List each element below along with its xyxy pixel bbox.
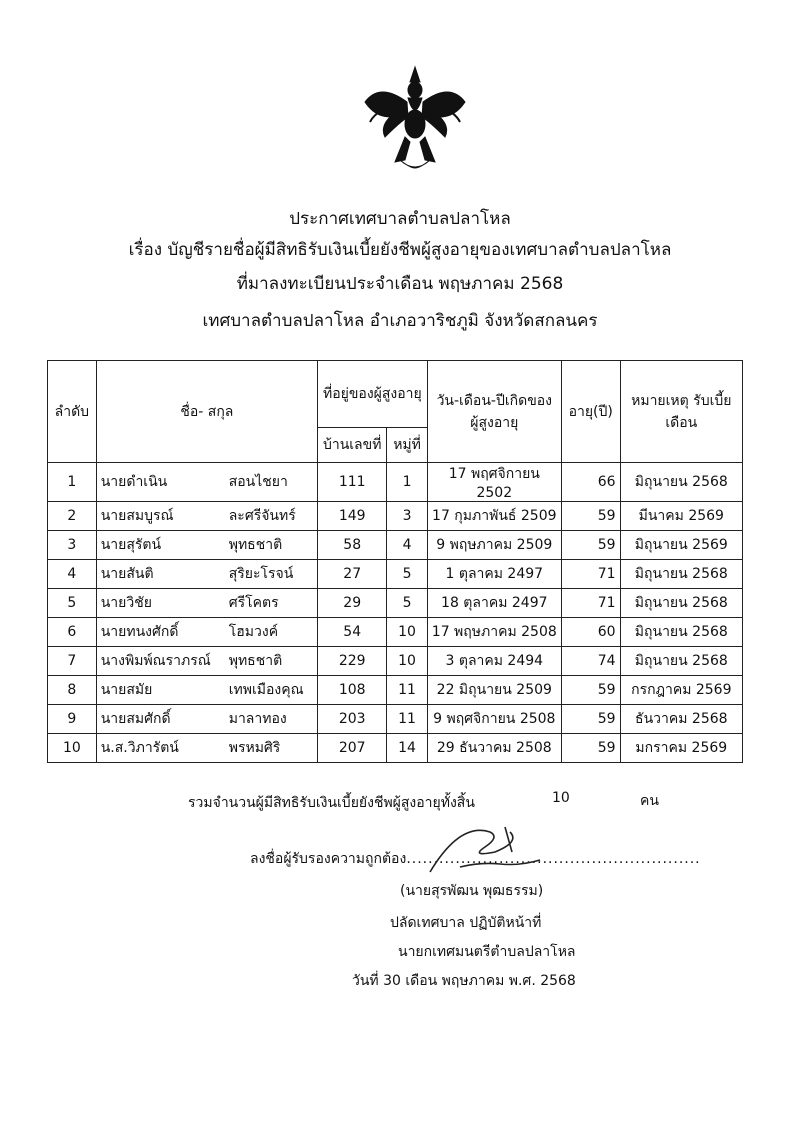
- row-remark: มิถุนายน 2568: [620, 463, 742, 502]
- last-name: พุทธชาติ: [228, 653, 283, 669]
- row-name: [96, 705, 317, 734]
- first-name: นายสมบูรณ์: [100, 508, 174, 524]
- row-house-no: 111: [318, 463, 387, 502]
- last-name: มาลาทอง: [228, 711, 287, 727]
- row-house-no: 29: [318, 589, 387, 618]
- row-remark: ธันวาคม 2568: [620, 705, 742, 734]
- row-dob: 18 ตุลาคม 2497: [427, 589, 561, 618]
- row-name: [96, 560, 317, 589]
- first-name: นายสมศักดิ์: [100, 711, 171, 727]
- table-row: [48, 618, 743, 647]
- garuda-emblem: [360, 62, 470, 182]
- table-row: [48, 502, 743, 531]
- header-name: ชื่อ- สกุล: [96, 361, 317, 463]
- first-name: นายสมัย: [100, 682, 153, 698]
- row-name: [96, 531, 317, 560]
- summary-unit: คน: [640, 793, 659, 809]
- row-moo: 10: [387, 647, 427, 676]
- row-dob: 29 ธันวาคม 2508: [427, 734, 561, 763]
- row-dob: 17 กุมภาพันธ์ 2509: [427, 502, 561, 531]
- row-moo: 3: [387, 502, 427, 531]
- row-no: 1: [48, 463, 97, 502]
- row-house-no: 203: [318, 705, 387, 734]
- header-address: ที่อยู่ของผู้สูงอายุ: [318, 361, 428, 428]
- row-dob: 22 มิถุนายน 2509: [427, 676, 561, 705]
- announcement-subject: เรื่อง บัญชีรายชื่อผู้มีสิทธิรับเงินเบี้ยยังชีพผู้สูงอายุของเทศบาลตำบลปลาโหล: [128, 240, 672, 260]
- row-house-no: 207: [318, 734, 387, 763]
- row-name: [96, 647, 317, 676]
- row-no: 10: [48, 734, 97, 763]
- row-name: [96, 589, 317, 618]
- row-age: 74: [561, 647, 620, 676]
- row-moo: 5: [387, 589, 427, 618]
- table-row: [48, 647, 743, 676]
- table-row: [48, 560, 743, 589]
- row-no: 6: [48, 618, 97, 647]
- first-name: นางพิมพ์ณราภรณ์: [100, 653, 211, 669]
- last-name: เทพเมืองคุณ: [228, 682, 304, 698]
- row-moo: 11: [387, 705, 427, 734]
- row-house-no: 54: [318, 618, 387, 647]
- last-name: ละศรีจันทร์: [228, 508, 296, 524]
- last-name: สุริยะโรจน์: [228, 566, 294, 582]
- first-name: นายดำเนิน: [100, 474, 168, 490]
- row-age: 59: [561, 676, 620, 705]
- row-moo: 14: [387, 734, 427, 763]
- signature-label: ลงชื่อผู้รับรองความถูกต้อง......................................................: [250, 851, 701, 867]
- first-name: นายวิชัย: [100, 595, 152, 611]
- row-no: 4: [48, 560, 97, 589]
- municipality-location: เทศบาลตำบลปลาโหล อำเภอวาริชภูมิ จังหวัดสกลนคร: [202, 311, 598, 331]
- row-moo: 4: [387, 531, 427, 560]
- table-row: [48, 531, 743, 560]
- first-name: นายทนงศักดิ์: [100, 624, 179, 640]
- row-age: 71: [561, 589, 620, 618]
- row-name: [96, 734, 317, 763]
- row-no: 3: [48, 531, 97, 560]
- row-house-no: 108: [318, 676, 387, 705]
- row-house-no: 229: [318, 647, 387, 676]
- row-remark: กรกฎาคม 2569: [620, 676, 742, 705]
- first-name: น.ส.วิภารัตน์: [100, 740, 179, 756]
- signer-position: ปลัดเทศบาล ปฏิบัติหน้าที่: [390, 915, 542, 931]
- row-no: 5: [48, 589, 97, 618]
- table-row: [48, 705, 743, 734]
- row-dob: 17 พฤศจิกายน 2502: [427, 463, 561, 502]
- table-row: [48, 589, 743, 618]
- last-name: พรหมศิริ: [228, 740, 281, 756]
- row-name: [96, 502, 317, 531]
- registration-month: ที่มาลงทะเบียนประจำเดือน พฤษภาคม 2568: [236, 274, 564, 294]
- announcement-title: ประกาศเทศบาลตำบลปลาโหล: [289, 209, 511, 229]
- header-age: อายุ(ปี): [561, 361, 620, 463]
- row-remark: มิถุนายน 2568: [620, 589, 742, 618]
- row-name: [96, 463, 317, 502]
- first-name: นายสุรัตน์: [100, 537, 162, 553]
- handwritten-signature: [400, 812, 550, 887]
- document-date: วันที่ 30 เดือน พฤษภาคม พ.ศ. 2568: [352, 973, 576, 989]
- row-remark: มิถุนายน 2568: [620, 618, 742, 647]
- row-dob: 17 พฤษภาคม 2508: [427, 618, 561, 647]
- row-dob: 9 พฤษภาคม 2509: [427, 531, 561, 560]
- row-moo: 11: [387, 676, 427, 705]
- last-name: พุทธชาติ: [228, 537, 283, 553]
- row-age: 66: [561, 463, 620, 502]
- row-dob: 1 ตุลาคม 2497: [427, 560, 561, 589]
- header-dob: วัน-เดือน-ปีเกิดของ ผู้สูงอายุ: [427, 361, 561, 463]
- header-moo: หมู่ที่: [387, 428, 427, 463]
- row-dob: 3 ตุลาคม 2494: [427, 647, 561, 676]
- header-house-no: บ้านเลขที่: [318, 428, 387, 463]
- signer-acting-position: นายกเทศมนตรีตำบลปลาโหล: [398, 944, 576, 960]
- row-age: 59: [561, 531, 620, 560]
- row-house-no: 27: [318, 560, 387, 589]
- row-age: 60: [561, 618, 620, 647]
- row-remark: มีนาคม 2569: [620, 502, 742, 531]
- row-age: 71: [561, 560, 620, 589]
- row-moo: 1: [387, 463, 427, 502]
- summary-label: รวมจำนวนผู้มีสิทธิรับเงินเบี้ยยังชีพผู้สูงอายุทั้งสิ้น: [188, 795, 475, 811]
- summary-count: 10: [552, 790, 570, 806]
- first-name: นายสันติ: [100, 566, 154, 582]
- row-house-no: 58: [318, 531, 387, 560]
- row-age: 59: [561, 502, 620, 531]
- last-name: โฮมวงค์: [228, 624, 279, 640]
- row-moo: 5: [387, 560, 427, 589]
- table-row: [48, 676, 743, 705]
- row-age: 59: [561, 705, 620, 734]
- row-no: 7: [48, 647, 97, 676]
- row-remark: มิถุนายน 2568: [620, 560, 742, 589]
- row-name: [96, 618, 317, 647]
- row-remark: มิถุนายน 2568: [620, 647, 742, 676]
- header-remark: หมายเหตุ รับเบี้ยเดือน: [620, 361, 742, 463]
- table-row: [48, 734, 743, 763]
- row-name: [96, 676, 317, 705]
- row-no: 2: [48, 502, 97, 531]
- row-no: 8: [48, 676, 97, 705]
- signer-name: (นายสุรพัฒน พุฒธรรม): [400, 883, 544, 899]
- elderly-allowance-table: [47, 360, 743, 763]
- row-moo: 10: [387, 618, 427, 647]
- row-house-no: 149: [318, 502, 387, 531]
- header-no: ลำดับ: [48, 361, 97, 463]
- table-row: [48, 463, 743, 502]
- last-name: สอนไชยา: [228, 474, 288, 490]
- last-name: ศรีโคตร: [228, 595, 279, 611]
- row-remark: มิถุนายน 2569: [620, 531, 742, 560]
- row-no: 9: [48, 705, 97, 734]
- row-age: 59: [561, 734, 620, 763]
- row-remark: มกราคม 2569: [620, 734, 742, 763]
- row-dob: 9 พฤศจิกายน 2508: [427, 705, 561, 734]
